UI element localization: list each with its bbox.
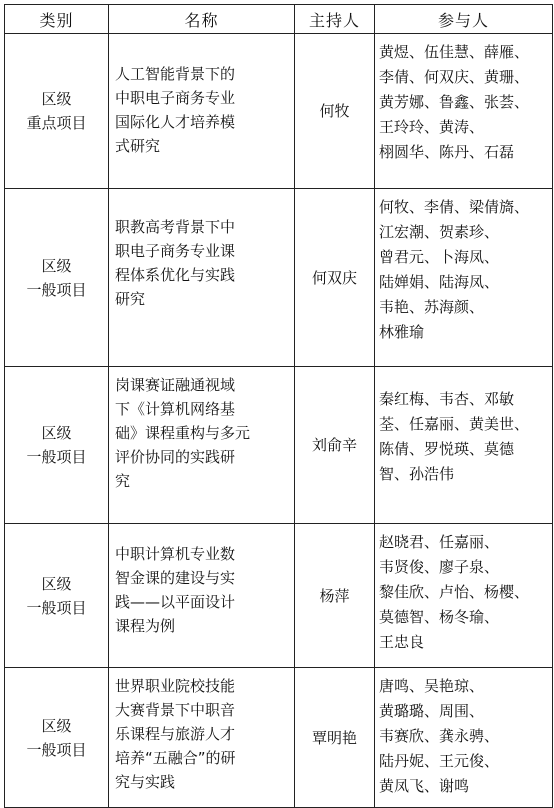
table-row (5, 189, 553, 367)
project-name-cell: 岗课赛证融通视域 下《计算机网络基 础》课程重构与多元 评价协同的实践研 究 (109, 367, 295, 524)
project-name-cell: 中职计算机专业数 智金课的建设与实 践——以平面设计 课程为例 (109, 524, 295, 668)
header-category: 类别 (5, 5, 109, 34)
participants-cell: 秦红梅、韦杏、邓敏 荃、任嘉丽、黄美世、 陈倩、罗悦瑛、莫德 智、孙浩伟 (375, 367, 553, 524)
participants-cell: 何牧、李倩、梁倩旖、 江宏潮、贺素珍、 曾君元、卜海凤、 陆婵娟、陆海凤、 韦艳、苏海颜、 林雅瑜 (375, 189, 553, 367)
category-cell: 区级 一般项目 (5, 367, 109, 524)
header-host: 主持人 (295, 5, 375, 34)
category-cell: 区级 一般项目 (5, 668, 109, 808)
participants-cell: 黄煜、伍佳慧、薛雁、 李倩、何双庆、黄珊、 黄芳娜、鲁鑫、张荟、 王玲玲、黄涛、 栩圆华、陈丹、石磊 (375, 34, 553, 189)
host-cell: 杨萍 (295, 524, 375, 668)
header-row (5, 5, 553, 34)
host-cell: 何双庆 (295, 189, 375, 367)
project-name-cell: 世界职业院校技能 大赛背景下中职音 乐课程与旅游人才 培养“五融合”的研 究与实践 (109, 668, 295, 808)
header-name: 名称 (109, 5, 295, 34)
host-cell: 何牧 (295, 34, 375, 189)
table-row (5, 367, 553, 524)
participants-cell: 赵晓君、任嘉丽、 韦贤俊、廖子泉、 黎佳欣、卢怡、杨樱、 莫德智、杨冬瑜、 王忠良 (375, 524, 553, 668)
table-row (5, 668, 553, 808)
host-cell: 覃明艳 (295, 668, 375, 808)
project-name-cell: 人工智能背景下的 中职电子商务专业 国际化人才培养模 式研究 (109, 34, 295, 189)
category-cell: 区级 重点项目 (5, 34, 109, 189)
table-row (5, 34, 553, 189)
category-cell: 区级 一般项目 (5, 189, 109, 367)
header-participants: 参与人 (375, 5, 553, 34)
host-cell: 刘俞辛 (295, 367, 375, 524)
participants-cell: 唐鸣、吴艳琼、 黄璐璐、周围、 韦赛欣、龚永骋、 陆丹妮、王元俊、 黄凤飞、谢鸣 (375, 668, 553, 808)
category-cell: 区级 一般项目 (5, 524, 109, 668)
projects-table (4, 4, 553, 808)
table-row (5, 524, 553, 668)
project-name-cell: 职教高考背景下中 职电子商务专业课 程体系优化与实践 研究 (109, 189, 295, 367)
